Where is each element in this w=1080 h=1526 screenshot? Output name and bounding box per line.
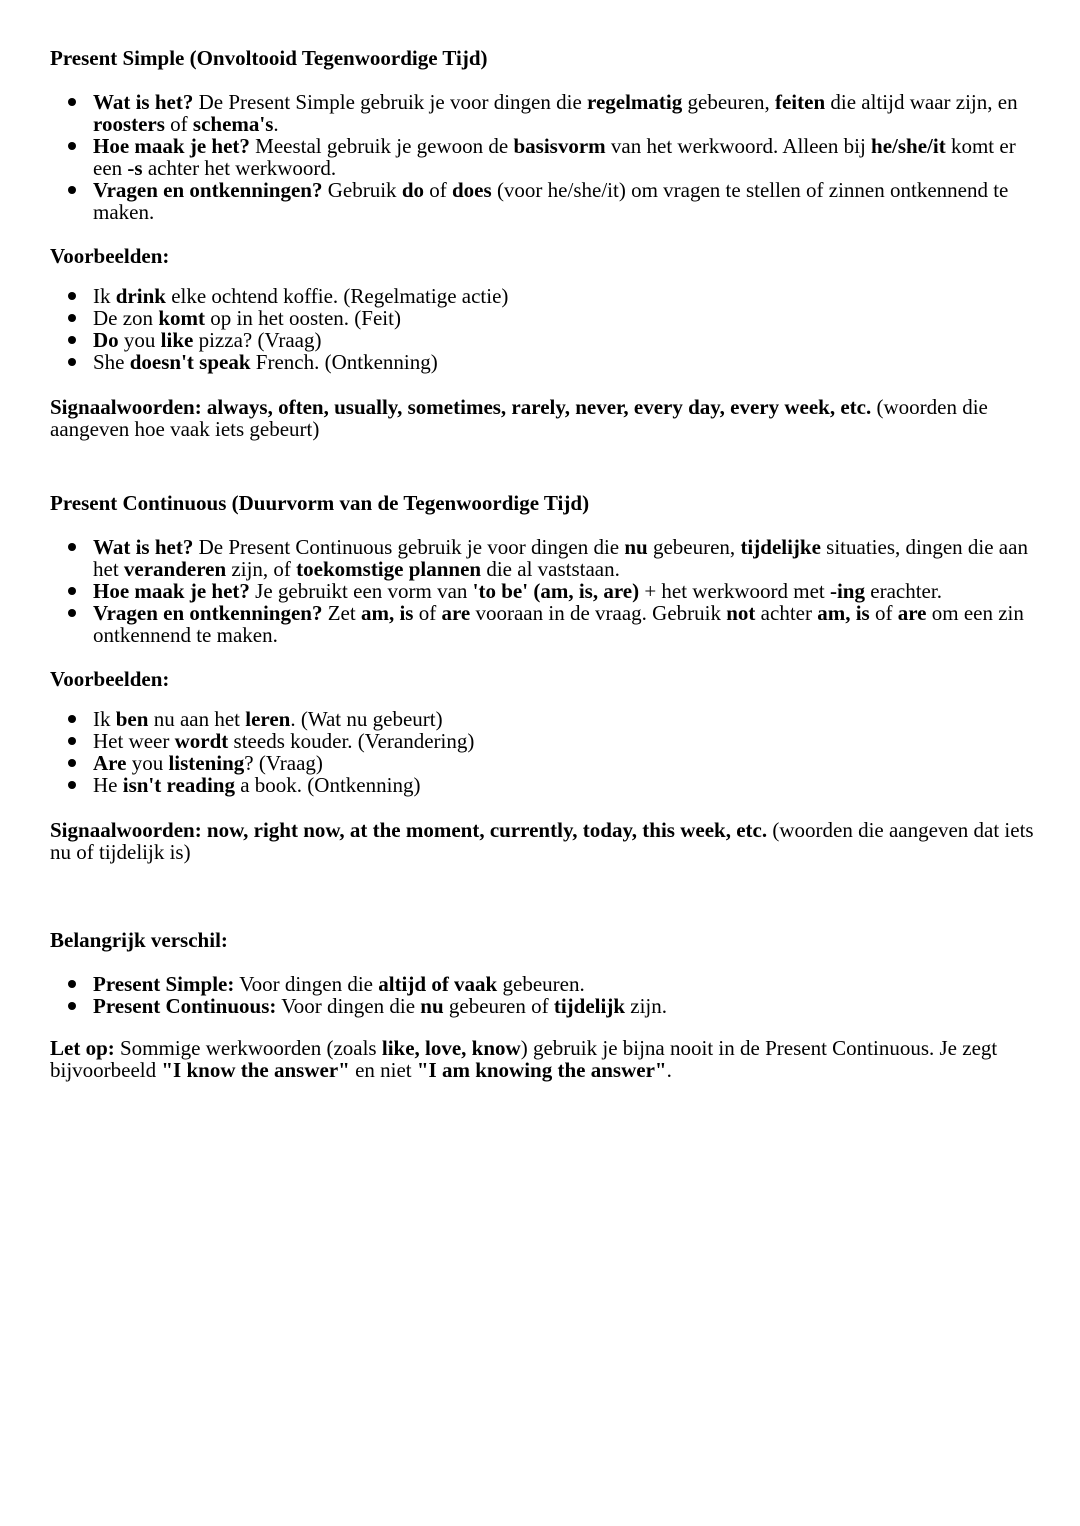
rule-text: of [869,601,898,625]
list-item [50,536,1035,580]
example-bold: isn't reading [122,773,235,797]
example-text: steeds kouder. (Verandering) [228,729,475,753]
rule-label: Vragen en ontkenningen? [93,178,323,202]
rule-text: Gebruik [322,178,402,202]
examples-heading: Voorbeelden: [50,667,170,691]
rule-bold: 'to be' (am, is, are) [472,579,640,603]
rule-bold: am, is [360,601,414,625]
example-text: nu aan het [148,707,246,731]
example-text: pizza? (Vraag) [193,328,322,352]
present-continuous-heading: Present Continuous (Duurvorm van de Tegenwoordige Tijd) [50,491,590,515]
example-bold: drink [115,284,166,308]
example-text: you [118,328,161,352]
note-bold: "I am knowing the answer" [416,1058,667,1082]
signal-words-explanation: (woorden die aangeven dat iets nu of tijdelijk is) [50,818,1034,864]
rule-label: Wat is het? [93,535,194,559]
rule-text: gebeuren, [647,535,741,559]
list-item [50,708,1035,730]
list-item [50,602,1035,646]
example-bold: doesn't speak [129,350,251,374]
difference-heading: Belangrijk verschil: [50,928,228,952]
example-text: She [93,350,130,374]
rule-bold: roosters [93,112,165,136]
note-text: . [666,1058,672,1082]
example-text: He [93,773,123,797]
rule-text: + het werkwoord met [639,579,830,603]
rule-text: achter [755,601,818,625]
rule-text: Zet [322,601,361,625]
rule-bold: feiten [774,90,826,114]
note-paragraph [50,1037,1035,1081]
rule-bold: toekomstige plannen [296,557,482,581]
rule-text: of [413,601,442,625]
difference-text: Voor dingen die [234,972,379,996]
rule-bold: not [726,601,756,625]
note-text: ) gebruik je bijna nooit in de Present Continuous. Je zegt bijvoorbeeld [50,1036,998,1082]
example-text: elke ochtend koffie. (Regelmatige actie) [165,284,509,308]
signal-words: Signaalwoorden: now, right now, at the moment, currently, today, this week, etc. [50,818,768,842]
note-bold: like, love, know [381,1036,521,1060]
rule-bold: tijdelijke [740,535,821,559]
rule-bold: does [452,178,492,202]
difference-section [50,929,1035,1081]
list-item [50,973,1035,995]
rule-text: . [273,112,279,136]
present-simple-heading: Present Simple (Onvoltooid Tegenwoordige Tijd) [50,46,488,70]
example-bold: komt [158,306,205,330]
difference-text: zijn. [625,994,668,1018]
difference-text: Voor dingen die [276,994,421,1018]
rule-label: Wat is het? [93,90,194,114]
example-text: you [126,751,169,775]
example-text: . (Wat nu gebeurt) [290,707,443,731]
list-item [50,91,1035,135]
rule-text: situaties, dingen die aan het [93,535,1028,581]
example-text: a book. (Ontkenning) [234,773,421,797]
difference-label: Present Continuous: [93,994,277,1018]
rule-text: (voor he/she/it) om vragen te stellen of zinnen ontkennend te maken. [93,178,1009,224]
note-bold: "I know the answer" [161,1058,350,1082]
example-bold: Do [93,328,119,352]
spacer [50,440,1035,492]
example-text: French. (Ontkenning) [250,350,438,374]
difference-text: gebeuren of [443,994,554,1018]
list-item [50,351,1035,373]
rule-bold: regelmatig [587,90,683,114]
list-item [50,307,1035,329]
rule-text: die altijd waar zijn, en [825,90,1018,114]
rule-bold: -ing [829,579,865,603]
rule-text: van het werkwoord. Alleen bij [605,134,872,158]
example-bold: ben [115,707,149,731]
rule-text: die al vaststaan. [481,557,620,581]
list-item [50,995,1035,1017]
rule-text: of [164,112,193,136]
document-page [50,47,1035,1081]
rule-text: Je gebruikt een vorm van [249,579,473,603]
example-bold: leren [245,707,291,731]
example-text: op in het oosten. (Feit) [204,306,401,330]
present-simple-section [50,47,1035,440]
signal-words-paragraph [50,819,1035,863]
note-text: en niet [349,1058,417,1082]
rule-bold: -s [127,156,143,180]
example-text: De zon [93,306,159,330]
signal-words: Signaalwoorden: always, often, usually, sometimes, rarely, never, every day, every week, etc. [50,395,872,419]
example-text: Ik [93,707,116,731]
examples-heading: Voorbeelden: [50,244,170,268]
rule-bold: do [401,178,424,202]
example-bold: listening [168,751,245,775]
rule-text: zijn, of [226,557,297,581]
list-item [50,285,1035,307]
note-label: Let op: [50,1036,115,1060]
rule-bold: he/she/it [871,134,946,158]
present-simple-examples-list [50,285,1035,373]
rule-bold: are [441,601,471,625]
example-bold: wordt [174,729,229,753]
difference-bold: altijd of vaak [378,972,498,996]
list-item [50,752,1035,774]
example-bold: Are [93,751,127,775]
present-continuous-examples-list [50,708,1035,796]
list-item [50,179,1035,223]
list-item [50,774,1035,796]
rule-bold: are [897,601,927,625]
rule-text: of [424,178,452,202]
difference-list [50,973,1035,1017]
rule-text: achter het werkwoord. [142,156,337,180]
rule-text: Meestal gebruik je gewoon de [249,134,514,158]
example-text: Het weer [93,729,175,753]
difference-bold: nu [420,994,444,1018]
example-bold: like [160,328,194,352]
rule-bold: nu [624,535,648,559]
rule-bold: veranderen [123,557,227,581]
rule-bold: schema's [192,112,274,136]
list-item [50,580,1035,602]
rule-text: vooraan in de vraag. Gebruik [470,601,727,625]
present-continuous-section [50,492,1035,863]
signal-words-explanation: (woorden die aangeven hoe vaak iets gebeurt) [50,395,988,441]
present-continuous-rules-list [50,536,1035,646]
rule-label: Hoe maak je het? [93,134,250,158]
difference-label: Present Simple: [93,972,235,996]
rule-bold: am, is [817,601,870,625]
rule-text: De Present Continuous gebruik je voor dingen die [193,535,625,559]
list-item [50,730,1035,752]
difference-text: gebeuren. [497,972,585,996]
difference-bold: tijdelijk [553,994,626,1018]
list-item [50,329,1035,351]
present-simple-rules-list [50,91,1035,223]
rule-label: Vragen en ontkenningen? [93,601,323,625]
example-text: Ik [93,284,116,308]
signal-words-paragraph [50,396,1035,440]
list-item [50,135,1035,179]
rule-text: gebeuren, [682,90,775,114]
rule-text: erachter. [865,579,942,603]
example-text: ? (Vraag) [244,751,323,775]
rule-text: om een zin ontkennend te maken. [93,601,1024,647]
rule-text: komt er een [93,134,1016,180]
rule-label: Hoe maak je het? [93,579,250,603]
note-text: Sommige werkwoorden (zoals [114,1036,382,1060]
rule-text: De Present Simple gebruik je voor dingen die [193,90,588,114]
spacer [50,863,1035,929]
rule-bold: basisvorm [513,134,606,158]
